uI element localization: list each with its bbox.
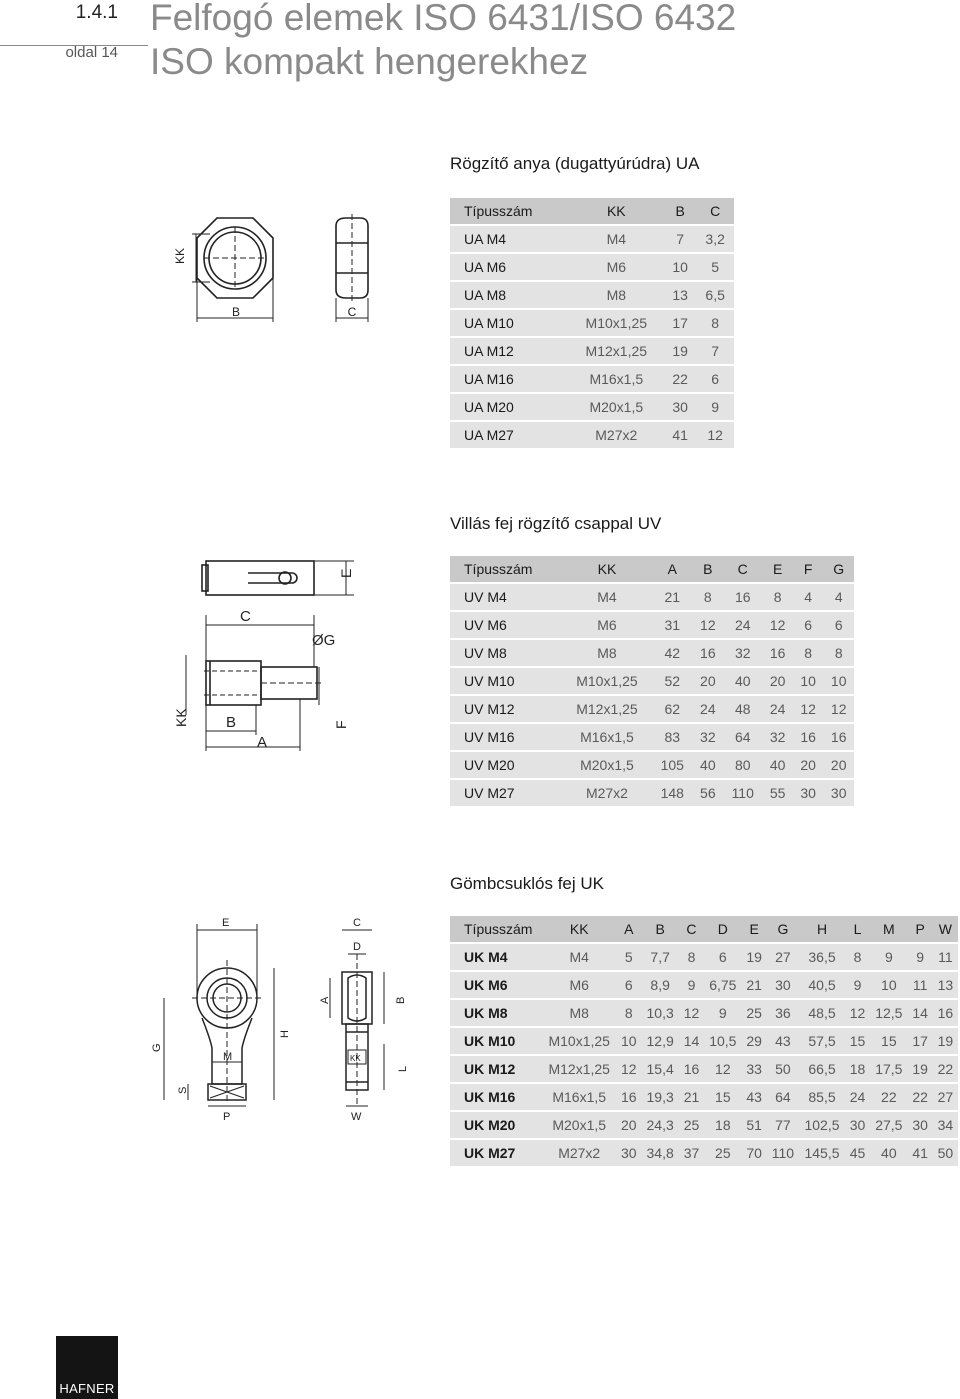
column-header: G — [823, 556, 854, 582]
table-cell: 24 — [762, 696, 793, 722]
column-header: W — [933, 916, 958, 942]
table-cell: 32 — [693, 724, 724, 750]
table-cell: 105 — [652, 752, 693, 778]
hafner-logo — [56, 1336, 118, 1399]
table-cell: 6,5 — [696, 282, 734, 308]
table-cell: 30 — [823, 780, 854, 806]
uk-dim-a: A — [319, 996, 331, 1004]
table-cell: 6 — [616, 972, 641, 998]
table-cell: 34,8 — [641, 1140, 679, 1166]
table-cell: 45 — [845, 1140, 870, 1166]
table-cell: 66,5 — [799, 1056, 845, 1082]
table-cell: 31 — [652, 612, 693, 638]
table-cell: 16 — [679, 1056, 704, 1082]
uk-dim-m: M — [223, 1051, 233, 1063]
table-cell: 77 — [767, 1112, 799, 1138]
table-cell: 16 — [616, 1084, 641, 1110]
table-cell: 20 — [793, 752, 824, 778]
uk-dim-l: L — [397, 1065, 409, 1072]
uv-spec-table — [450, 554, 854, 808]
table-cell: 27,5 — [870, 1112, 908, 1138]
table-cell: 33 — [742, 1056, 767, 1082]
table-cell: 30 — [767, 972, 799, 998]
table-cell: 30 — [845, 1112, 870, 1138]
table-cell: 7 — [664, 226, 696, 252]
table-cell: 20 — [823, 752, 854, 778]
table-cell: 36 — [767, 1000, 799, 1026]
table-cell: 11 — [933, 944, 958, 970]
table-cell: 5 — [696, 254, 734, 280]
column-header: L — [845, 916, 870, 942]
table-cell: M12x1,25 — [562, 696, 652, 722]
type-number-cell: UV M4 — [450, 584, 562, 610]
page-label: oldal 14 — [65, 44, 118, 61]
table-cell: 8 — [823, 640, 854, 666]
type-number-cell: UK M20 — [450, 1112, 542, 1138]
table-cell: 15 — [845, 1028, 870, 1054]
table-cell: 19 — [664, 338, 696, 364]
table-cell: M20x1,5 — [542, 1112, 616, 1138]
column-header: E — [742, 916, 767, 942]
table-row — [450, 394, 734, 420]
table-row — [450, 780, 854, 806]
table-cell: 8 — [693, 584, 724, 610]
ua-spec-table — [450, 196, 734, 450]
table-cell: 4 — [823, 584, 854, 610]
type-number-cell: UA M4 — [450, 226, 569, 252]
table-cell: 40 — [870, 1140, 908, 1166]
table-cell: 12 — [693, 612, 724, 638]
table-cell: 43 — [767, 1028, 799, 1054]
table-cell: 12 — [762, 612, 793, 638]
type-number-cell: UA M12 — [450, 338, 569, 364]
type-number-cell: UV M6 — [450, 612, 562, 638]
ua-dim-b: B — [231, 305, 241, 319]
table-cell: 4 — [793, 584, 824, 610]
table-row — [450, 724, 854, 750]
table-cell: 29 — [742, 1028, 767, 1054]
table-row — [450, 338, 734, 364]
table-cell: 8 — [679, 944, 704, 970]
type-number-cell: UA M27 — [450, 422, 569, 448]
column-header: F — [793, 556, 824, 582]
table-cell: M27x2 — [542, 1140, 616, 1166]
uk-spec-table — [450, 914, 958, 1168]
table-cell: M12x1,25 — [569, 338, 664, 364]
table-cell: 11 — [908, 972, 933, 998]
table-cell: 10 — [793, 668, 824, 694]
table-cell: 10 — [823, 668, 854, 694]
column-header: B — [693, 556, 724, 582]
section-number: 1.4.1 — [75, 2, 118, 23]
table-row — [450, 752, 854, 778]
table-cell: 8 — [845, 944, 870, 970]
type-number-cell: UA M10 — [450, 310, 569, 336]
table-row — [450, 696, 854, 722]
uv-dim-b: B — [226, 714, 237, 731]
table-cell: 83 — [652, 724, 693, 750]
table-cell: 5 — [616, 944, 641, 970]
uk-dim-w: W — [351, 1111, 362, 1123]
ua-dim-kk: KK — [173, 247, 187, 264]
table-cell: 41 — [908, 1140, 933, 1166]
table-cell: 16 — [723, 584, 762, 610]
uv-table-body — [450, 584, 854, 806]
type-number-cell: UK M12 — [450, 1056, 542, 1082]
table-cell: M27x2 — [569, 422, 664, 448]
table-header-row — [450, 916, 958, 942]
column-header: B — [664, 198, 696, 224]
table-row — [450, 1028, 958, 1054]
table-cell: M6 — [562, 612, 652, 638]
table-cell: 19 — [933, 1028, 958, 1054]
column-header: G — [767, 916, 799, 942]
table-cell: 25 — [704, 1140, 742, 1166]
table-cell: 62 — [652, 696, 693, 722]
table-cell: M10x1,25 — [542, 1028, 616, 1054]
table-cell: 30 — [908, 1112, 933, 1138]
table-cell: 40 — [693, 752, 724, 778]
table-cell: 21 — [679, 1084, 704, 1110]
table-cell: 15,4 — [641, 1056, 679, 1082]
table-cell: 15 — [870, 1028, 908, 1054]
table-cell: M8 — [542, 1000, 616, 1026]
uk-dim-kk: KK — [350, 1054, 361, 1063]
table-row — [450, 254, 734, 280]
table-cell: 30 — [616, 1140, 641, 1166]
table-cell: M4 — [542, 944, 616, 970]
table-cell: 6 — [823, 612, 854, 638]
table-cell: 56 — [693, 780, 724, 806]
table-cell: M10x1,25 — [562, 668, 652, 694]
table-cell: M10x1,25 — [569, 310, 664, 336]
type-number-cell: UA M16 — [450, 366, 569, 392]
table-cell: 37 — [679, 1140, 704, 1166]
table-cell: 16 — [793, 724, 824, 750]
table-cell: M16x1,5 — [542, 1084, 616, 1110]
table-cell: M4 — [562, 584, 652, 610]
table-cell: 36,5 — [799, 944, 845, 970]
table-cell: 50 — [767, 1056, 799, 1082]
uk-dim-g: G — [151, 1043, 163, 1052]
type-number-cell: UA M8 — [450, 282, 569, 308]
table-cell: M8 — [562, 640, 652, 666]
table-cell: 57,5 — [799, 1028, 845, 1054]
type-number-cell: UK M6 — [450, 972, 542, 998]
table-header-row — [450, 556, 854, 582]
uv-dim-g: ØG — [312, 632, 336, 649]
column-header: C — [696, 198, 734, 224]
table-cell: 21 — [742, 972, 767, 998]
table-cell: 7,7 — [641, 944, 679, 970]
table-cell: 10 — [870, 972, 908, 998]
table-cell: 18 — [704, 1112, 742, 1138]
table-row — [450, 972, 958, 998]
table-cell: 12,5 — [870, 1000, 908, 1026]
table-cell: 12 — [823, 696, 854, 722]
uv-dim-a: A — [257, 734, 268, 751]
table-cell: 34 — [933, 1112, 958, 1138]
type-number-cell: UV M16 — [450, 724, 562, 750]
table-cell: 17,5 — [870, 1056, 908, 1082]
table-cell: 52 — [652, 668, 693, 694]
table-cell: 40,5 — [799, 972, 845, 998]
table-cell: M16x1,5 — [562, 724, 652, 750]
table-cell: 9 — [870, 944, 908, 970]
table-cell: 12 — [793, 696, 824, 722]
uv-clevis-drawing — [164, 555, 354, 755]
table-cell: 13 — [933, 972, 958, 998]
table-row — [450, 1084, 958, 1110]
type-number-cell: UK M8 — [450, 1000, 542, 1026]
uv-section-title: Villás fej rögzítő csappal UV — [450, 514, 662, 533]
table-cell: 10,5 — [704, 1028, 742, 1054]
table-cell: 19 — [908, 1056, 933, 1082]
table-cell: 22 — [908, 1084, 933, 1110]
page-title — [150, 0, 736, 84]
table-cell: 64 — [767, 1084, 799, 1110]
column-header: Típusszám — [450, 198, 569, 224]
table-row — [450, 640, 854, 666]
table-row — [450, 282, 734, 308]
table-cell: 18 — [845, 1056, 870, 1082]
table-cell: 16 — [693, 640, 724, 666]
table-cell: 12 — [845, 1000, 870, 1026]
uv-dim-kk: KK — [173, 708, 189, 727]
table-cell: 21 — [652, 584, 693, 610]
table-cell: 110 — [767, 1140, 799, 1166]
table-cell: 22 — [664, 366, 696, 392]
uk-dim-d: D — [353, 941, 361, 953]
table-cell: 64 — [723, 724, 762, 750]
table-cell: 30 — [664, 394, 696, 420]
table-cell: 9 — [696, 394, 734, 420]
ua-dim-c: C — [347, 305, 357, 319]
type-number-cell: UV M8 — [450, 640, 562, 666]
table-cell: 22 — [933, 1056, 958, 1082]
column-header: KK — [562, 556, 652, 582]
table-cell: 12 — [704, 1056, 742, 1082]
table-cell: 24,3 — [641, 1112, 679, 1138]
column-header: M — [870, 916, 908, 942]
ua-nut-drawing — [170, 212, 382, 324]
table-cell: 16 — [762, 640, 793, 666]
table-cell: 6 — [704, 944, 742, 970]
table-cell: 12 — [679, 1000, 704, 1026]
table-cell: 42 — [652, 640, 693, 666]
table-cell: 3,2 — [696, 226, 734, 252]
table-cell: 16 — [823, 724, 854, 750]
table-cell: 25 — [679, 1112, 704, 1138]
table-cell: 19 — [742, 944, 767, 970]
uk-dim-c: C — [353, 917, 361, 929]
table-cell: M6 — [542, 972, 616, 998]
table-row — [450, 1056, 958, 1082]
table-cell: M8 — [569, 282, 664, 308]
column-header: A — [616, 916, 641, 942]
table-cell: 8,9 — [641, 972, 679, 998]
table-cell: 10 — [664, 254, 696, 280]
table-cell: 102,5 — [799, 1112, 845, 1138]
table-cell: 50 — [933, 1140, 958, 1166]
table-cell: 40 — [762, 752, 793, 778]
column-header: H — [799, 916, 845, 942]
table-row — [450, 422, 734, 448]
table-cell: 40 — [723, 668, 762, 694]
column-header: KK — [569, 198, 664, 224]
table-cell: 16 — [933, 1000, 958, 1026]
column-header: Típusszám — [450, 916, 542, 942]
table-cell: 110 — [723, 780, 762, 806]
type-number-cell: UK M27 — [450, 1140, 542, 1166]
table-row — [450, 584, 854, 610]
type-number-cell: UV M27 — [450, 780, 562, 806]
table-cell: 32 — [723, 640, 762, 666]
table-cell: 9 — [679, 972, 704, 998]
type-number-cell: UV M12 — [450, 696, 562, 722]
table-cell: 19,3 — [641, 1084, 679, 1110]
table-cell: 10,3 — [641, 1000, 679, 1026]
table-cell: 20 — [616, 1112, 641, 1138]
table-cell: M12x1,25 — [542, 1056, 616, 1082]
table-cell: 6 — [793, 612, 824, 638]
type-number-cell: UK M4 — [450, 944, 542, 970]
table-cell: M20x1,5 — [569, 394, 664, 420]
table-cell: M20x1,5 — [562, 752, 652, 778]
uk-section-title: Gömbcsuklós fej UK — [450, 874, 604, 893]
table-row — [450, 612, 854, 638]
uv-dim-c: C — [240, 608, 251, 625]
table-cell: 22 — [870, 1084, 908, 1110]
table-cell: 24 — [723, 612, 762, 638]
table-cell: 9 — [704, 1000, 742, 1026]
table-cell: M16x1,5 — [569, 366, 664, 392]
column-header: C — [679, 916, 704, 942]
table-cell: 6 — [696, 366, 734, 392]
uk-dim-h: H — [279, 1030, 291, 1038]
table-cell: 15 — [704, 1084, 742, 1110]
table-header-row — [450, 198, 734, 224]
table-cell: 17 — [908, 1028, 933, 1054]
table-cell: 8 — [762, 584, 793, 610]
table-cell: 8 — [793, 640, 824, 666]
table-cell: 14 — [908, 1000, 933, 1026]
column-header: B — [641, 916, 679, 942]
table-cell: 10 — [616, 1028, 641, 1054]
column-header: D — [704, 916, 742, 942]
ua-table-body — [450, 226, 734, 448]
logo-text: HAFNER — [59, 1381, 115, 1396]
type-number-cell: UV M20 — [450, 752, 562, 778]
uk-dim-s: S — [177, 1086, 189, 1094]
table-cell: 24 — [693, 696, 724, 722]
column-header: Típusszám — [450, 556, 562, 582]
ua-section-title: Rögzítő anya (dugattyúrúdra) UA — [450, 154, 700, 173]
table-cell: M27x2 — [562, 780, 652, 806]
table-cell: 24 — [845, 1084, 870, 1110]
uk-dim-b: B — [395, 996, 407, 1004]
column-header: KK — [542, 916, 616, 942]
table-cell: 145,5 — [799, 1140, 845, 1166]
table-cell: 48,5 — [799, 1000, 845, 1026]
title-line-2: ISO kompakt hengerekhez — [150, 41, 589, 82]
uv-dim-e: E — [338, 568, 354, 578]
table-cell: 8 — [696, 310, 734, 336]
table-cell: 12 — [616, 1056, 641, 1082]
table-cell: 7 — [696, 338, 734, 364]
table-cell: 48 — [723, 696, 762, 722]
table-cell: 9 — [845, 972, 870, 998]
title-line-1: Felfogó elemek ISO 6431/ISO 6432 — [150, 0, 737, 38]
table-cell: 32 — [762, 724, 793, 750]
table-row — [450, 366, 734, 392]
table-cell: 41 — [664, 422, 696, 448]
table-cell: 20 — [693, 668, 724, 694]
table-row — [450, 1140, 958, 1166]
table-row — [450, 1112, 958, 1138]
table-cell: M4 — [569, 226, 664, 252]
table-cell: 13 — [664, 282, 696, 308]
type-number-cell: UK M16 — [450, 1084, 542, 1110]
table-cell: 30 — [793, 780, 824, 806]
column-header: E — [762, 556, 793, 582]
column-header: A — [652, 556, 693, 582]
type-number-cell: UK M10 — [450, 1028, 542, 1054]
table-cell: 17 — [664, 310, 696, 336]
column-header: C — [723, 556, 762, 582]
uk-dim-e: E — [222, 917, 230, 929]
table-cell: 12,9 — [641, 1028, 679, 1054]
table-cell: 6,75 — [704, 972, 742, 998]
table-cell: 148 — [652, 780, 693, 806]
table-cell: 43 — [742, 1084, 767, 1110]
uk-table-body — [450, 944, 958, 1166]
table-cell: M6 — [569, 254, 664, 280]
table-row — [450, 310, 734, 336]
table-cell: 27 — [933, 1084, 958, 1110]
table-cell: 55 — [762, 780, 793, 806]
table-cell: 85,5 — [799, 1084, 845, 1110]
table-row — [450, 1000, 958, 1026]
table-cell: 20 — [762, 668, 793, 694]
table-cell: 27 — [767, 944, 799, 970]
type-number-cell: UA M20 — [450, 394, 569, 420]
table-cell: 70 — [742, 1140, 767, 1166]
uv-dim-f: F — [333, 720, 349, 729]
table-row — [450, 944, 958, 970]
column-header: P — [908, 916, 933, 942]
table-cell: 25 — [742, 1000, 767, 1026]
table-row — [450, 668, 854, 694]
type-number-cell: UA M6 — [450, 254, 569, 280]
table-cell: 9 — [908, 944, 933, 970]
uk-rod-end-drawing — [144, 914, 410, 1124]
table-cell: 8 — [616, 1000, 641, 1026]
table-cell: 12 — [696, 422, 734, 448]
type-number-cell: UV M10 — [450, 668, 562, 694]
table-cell: 14 — [679, 1028, 704, 1054]
table-row — [450, 226, 734, 252]
table-cell: 51 — [742, 1112, 767, 1138]
uk-dim-p: P — [223, 1111, 231, 1123]
table-cell: 80 — [723, 752, 762, 778]
